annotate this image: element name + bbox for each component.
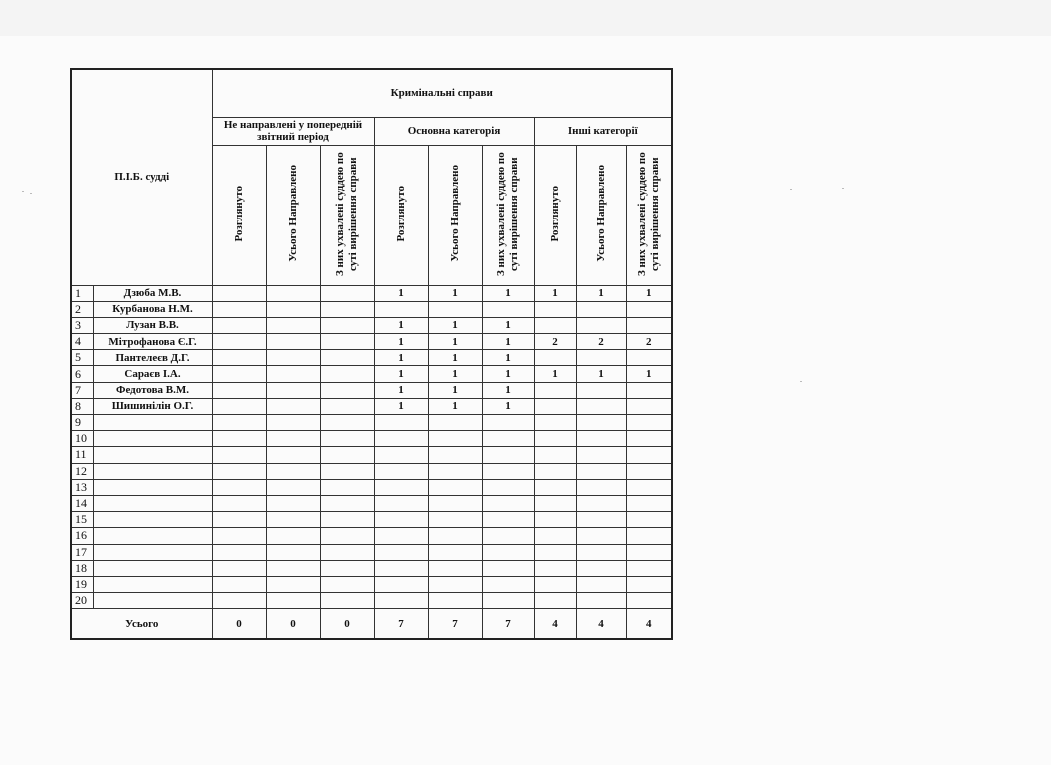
table-cell bbox=[374, 479, 428, 495]
table-row bbox=[71, 301, 672, 317]
judge-name: Дзюба М.В. bbox=[93, 285, 212, 301]
total-cell: 7 bbox=[374, 609, 428, 639]
total-cell: 0 bbox=[266, 609, 320, 639]
row-number: 19 bbox=[71, 576, 93, 592]
table-cell: 1 bbox=[576, 366, 626, 382]
table-cell bbox=[212, 479, 266, 495]
table-row bbox=[71, 544, 672, 560]
subcol-reviewed bbox=[534, 145, 576, 285]
table-cell: 1 bbox=[374, 398, 428, 414]
table-cell: 2 bbox=[576, 334, 626, 350]
table-cell bbox=[626, 495, 672, 511]
table-cell bbox=[576, 560, 626, 576]
table-row bbox=[71, 463, 672, 479]
table-cell bbox=[212, 301, 266, 317]
group-header-main-category bbox=[374, 117, 534, 145]
table-body bbox=[71, 285, 672, 609]
table-row bbox=[71, 317, 672, 333]
totals-row bbox=[71, 609, 672, 639]
table-cell bbox=[626, 301, 672, 317]
scan-speck bbox=[800, 381, 802, 382]
table-cell bbox=[482, 576, 534, 592]
row-number: 14 bbox=[71, 495, 93, 511]
table-cell bbox=[534, 447, 576, 463]
table-cell bbox=[576, 415, 626, 431]
table-cell bbox=[374, 415, 428, 431]
table-row bbox=[71, 512, 672, 528]
table-row bbox=[71, 495, 672, 511]
row-number: 12 bbox=[71, 463, 93, 479]
row-number: 2 bbox=[71, 301, 93, 317]
table-cell: 1 bbox=[374, 334, 428, 350]
table-row bbox=[71, 350, 672, 366]
table-cell bbox=[266, 576, 320, 592]
subcol-label: Усього Направлено bbox=[286, 165, 299, 262]
table-cell bbox=[266, 431, 320, 447]
table-cell bbox=[534, 495, 576, 511]
table-cell bbox=[374, 528, 428, 544]
table-cell bbox=[320, 528, 374, 544]
row-number: 18 bbox=[71, 560, 93, 576]
subcol-label: З них ухвалені суддею по суті вирішення справи bbox=[334, 151, 359, 276]
table-cell bbox=[212, 285, 266, 301]
table-cell bbox=[626, 576, 672, 592]
table-cell: 1 bbox=[482, 398, 534, 414]
table-cell bbox=[320, 415, 374, 431]
table-cell bbox=[266, 560, 320, 576]
table-cell: 2 bbox=[626, 334, 672, 350]
table-cell bbox=[320, 398, 374, 414]
row-number: 9 bbox=[71, 415, 93, 431]
table-cell bbox=[482, 544, 534, 560]
table-cell bbox=[626, 415, 672, 431]
row-number: 16 bbox=[71, 528, 93, 544]
table-cell bbox=[576, 350, 626, 366]
table-cell bbox=[576, 431, 626, 447]
table-row bbox=[71, 576, 672, 592]
table-cell bbox=[212, 317, 266, 333]
judge-name bbox=[93, 512, 212, 528]
table-cell: 1 bbox=[428, 398, 482, 414]
row-number: 17 bbox=[71, 544, 93, 560]
table-cell bbox=[374, 576, 428, 592]
table-cell bbox=[212, 576, 266, 592]
table-cell bbox=[534, 544, 576, 560]
table-cell bbox=[576, 528, 626, 544]
table-cell bbox=[626, 479, 672, 495]
judge-name bbox=[93, 528, 212, 544]
table-cell bbox=[428, 479, 482, 495]
table-cell bbox=[212, 593, 266, 609]
table-cell: 1 bbox=[428, 382, 482, 398]
table-cell: 1 bbox=[482, 350, 534, 366]
table-cell: 1 bbox=[482, 382, 534, 398]
table-cell bbox=[482, 431, 534, 447]
table-cell bbox=[576, 317, 626, 333]
table-cell bbox=[320, 463, 374, 479]
table-cell bbox=[576, 512, 626, 528]
row-number: 6 bbox=[71, 366, 93, 382]
table-cell: 1 bbox=[374, 317, 428, 333]
table-cell bbox=[534, 350, 576, 366]
subcol-reviewed bbox=[212, 145, 266, 285]
criminal-cases-report-table bbox=[70, 68, 673, 640]
subcol-decided bbox=[320, 145, 374, 285]
table-cell bbox=[374, 512, 428, 528]
table-row bbox=[71, 560, 672, 576]
table-row bbox=[71, 431, 672, 447]
table-cell bbox=[320, 431, 374, 447]
table-cell bbox=[626, 593, 672, 609]
group-header-not-sent bbox=[212, 117, 374, 145]
row-number: 15 bbox=[71, 512, 93, 528]
table-cell: 1 bbox=[626, 366, 672, 382]
table-cell bbox=[212, 544, 266, 560]
total-cell: 4 bbox=[626, 609, 672, 639]
group-header-other-categories bbox=[534, 117, 672, 145]
table-cell bbox=[626, 512, 672, 528]
table-cell bbox=[534, 593, 576, 609]
table-cell bbox=[320, 334, 374, 350]
table-cell bbox=[428, 431, 482, 447]
table-cell: 1 bbox=[374, 366, 428, 382]
total-cell: 4 bbox=[576, 609, 626, 639]
table-cell bbox=[482, 528, 534, 544]
table-cell bbox=[576, 301, 626, 317]
table-row bbox=[71, 398, 672, 414]
group-header-label: Інші категорії bbox=[567, 125, 638, 137]
table-cell bbox=[266, 366, 320, 382]
table-row bbox=[71, 382, 672, 398]
table-cell bbox=[482, 415, 534, 431]
table-cell bbox=[534, 512, 576, 528]
table-cell bbox=[212, 512, 266, 528]
table-cell bbox=[428, 544, 482, 560]
table-cell bbox=[266, 447, 320, 463]
judge-name-header-label: П.І.Б. судді bbox=[114, 171, 170, 184]
judge-name: Пантелеєв Д.Г. bbox=[93, 350, 212, 366]
row-number: 5 bbox=[71, 350, 93, 366]
subcol-label: Усього Направлено bbox=[448, 165, 461, 262]
table-cell bbox=[428, 560, 482, 576]
table-cell: 1 bbox=[482, 334, 534, 350]
row-number: 7 bbox=[71, 382, 93, 398]
table-row bbox=[71, 447, 672, 463]
table-cell bbox=[212, 350, 266, 366]
table-cell bbox=[320, 495, 374, 511]
judge-name bbox=[93, 463, 212, 479]
judge-name-header bbox=[71, 69, 212, 285]
table-cell bbox=[576, 593, 626, 609]
table-cell bbox=[626, 382, 672, 398]
table-cell bbox=[266, 512, 320, 528]
judge-name bbox=[93, 431, 212, 447]
table-cell bbox=[266, 593, 320, 609]
scan-speck bbox=[790, 189, 792, 190]
table-cell bbox=[576, 544, 626, 560]
table-cell bbox=[212, 382, 266, 398]
table-cell: 1 bbox=[482, 285, 534, 301]
table-cell bbox=[212, 447, 266, 463]
table-cell bbox=[212, 495, 266, 511]
table-cell bbox=[626, 544, 672, 560]
totals-label: Усього bbox=[71, 609, 212, 639]
table-row bbox=[71, 415, 672, 431]
table-cell bbox=[212, 415, 266, 431]
table-cell bbox=[428, 528, 482, 544]
table-row bbox=[71, 479, 672, 495]
total-cell: 0 bbox=[212, 609, 266, 639]
table-cell bbox=[576, 447, 626, 463]
table-cell bbox=[212, 398, 266, 414]
table-cell bbox=[374, 431, 428, 447]
table-cell bbox=[534, 431, 576, 447]
total-cell: 7 bbox=[428, 609, 482, 639]
table-cell bbox=[482, 447, 534, 463]
table-cell: 1 bbox=[626, 285, 672, 301]
table-cell bbox=[212, 366, 266, 382]
table-cell bbox=[534, 528, 576, 544]
table-cell bbox=[482, 479, 534, 495]
row-number: 8 bbox=[71, 398, 93, 414]
table-cell bbox=[428, 512, 482, 528]
subcol-sent-total bbox=[428, 145, 482, 285]
table-cell bbox=[266, 301, 320, 317]
subcol-sent-total bbox=[266, 145, 320, 285]
table-cell bbox=[212, 463, 266, 479]
table-cell bbox=[266, 382, 320, 398]
table-cell: 1 bbox=[482, 366, 534, 382]
table-cell bbox=[626, 398, 672, 414]
table-cell bbox=[482, 593, 534, 609]
scan-speck bbox=[842, 188, 844, 189]
row-number: 4 bbox=[71, 334, 93, 350]
table-cell: 1 bbox=[374, 285, 428, 301]
table-cell: 1 bbox=[428, 334, 482, 350]
total-cell: 4 bbox=[534, 609, 576, 639]
table-cell bbox=[428, 447, 482, 463]
subcol-reviewed bbox=[374, 145, 428, 285]
table-cell bbox=[320, 479, 374, 495]
row-number: 13 bbox=[71, 479, 93, 495]
table-row bbox=[71, 334, 672, 350]
judge-name: Лузан В.В. bbox=[93, 317, 212, 333]
table-cell bbox=[374, 447, 428, 463]
scan-speck bbox=[22, 191, 24, 192]
table-cell bbox=[534, 398, 576, 414]
table-cell bbox=[266, 317, 320, 333]
table-cell bbox=[482, 301, 534, 317]
judge-name bbox=[93, 544, 212, 560]
scan-speck bbox=[30, 193, 32, 194]
row-number: 1 bbox=[71, 285, 93, 301]
total-cell: 0 bbox=[320, 609, 374, 639]
judge-name: Курбанова Н.М. bbox=[93, 301, 212, 317]
table-cell: 1 bbox=[576, 285, 626, 301]
judge-name bbox=[93, 560, 212, 576]
table-cell bbox=[320, 350, 374, 366]
judge-name: Мітрофанова Є.Г. bbox=[93, 334, 212, 350]
table-cell bbox=[626, 463, 672, 479]
table-cell bbox=[320, 512, 374, 528]
table-cell bbox=[428, 301, 482, 317]
table-row bbox=[71, 593, 672, 609]
table-cell: 1 bbox=[428, 317, 482, 333]
table-row bbox=[71, 528, 672, 544]
table-cell bbox=[626, 350, 672, 366]
table-cell bbox=[320, 366, 374, 382]
table-cell bbox=[320, 447, 374, 463]
table-cell bbox=[576, 495, 626, 511]
judge-name bbox=[93, 479, 212, 495]
table-cell bbox=[534, 301, 576, 317]
subcol-decided bbox=[482, 145, 534, 285]
table-cell: 1 bbox=[428, 366, 482, 382]
table-cell bbox=[374, 593, 428, 609]
table-cell bbox=[534, 415, 576, 431]
table-cell bbox=[534, 317, 576, 333]
table-cell bbox=[576, 576, 626, 592]
table-cell bbox=[212, 560, 266, 576]
table-cell bbox=[482, 495, 534, 511]
table-cell bbox=[374, 301, 428, 317]
table-cell bbox=[428, 593, 482, 609]
table-cell bbox=[266, 334, 320, 350]
table-cell bbox=[576, 382, 626, 398]
table-cell bbox=[626, 528, 672, 544]
judge-name: Шишинілін О.Г. bbox=[93, 398, 212, 414]
table-cell: 1 bbox=[374, 350, 428, 366]
table-cell bbox=[576, 463, 626, 479]
table-cell bbox=[534, 479, 576, 495]
subcol-label: Розглянуто bbox=[394, 185, 407, 242]
table-cell: 1 bbox=[428, 350, 482, 366]
section-title-label: Кримінальні справи bbox=[390, 87, 493, 100]
table-cell bbox=[482, 560, 534, 576]
table-cell bbox=[576, 398, 626, 414]
table-cell bbox=[534, 560, 576, 576]
subcol-sent-total bbox=[576, 145, 626, 285]
table-cell bbox=[428, 415, 482, 431]
table-cell bbox=[320, 382, 374, 398]
row-number: 3 bbox=[71, 317, 93, 333]
table-cell: 1 bbox=[428, 285, 482, 301]
subcol-decided bbox=[626, 145, 672, 285]
table-cell: 1 bbox=[374, 382, 428, 398]
table-cell bbox=[212, 334, 266, 350]
table-cell bbox=[374, 544, 428, 560]
table-cell bbox=[320, 576, 374, 592]
group-header-label: Основна категорія bbox=[407, 125, 501, 137]
table-cell bbox=[320, 560, 374, 576]
row-number: 20 bbox=[71, 593, 93, 609]
subcol-label: Усього Направлено bbox=[594, 165, 607, 262]
judge-name: Сараєв І.А. bbox=[93, 366, 212, 382]
table-cell bbox=[266, 415, 320, 431]
judge-name bbox=[93, 495, 212, 511]
table-cell bbox=[626, 317, 672, 333]
table-cell bbox=[428, 576, 482, 592]
subcol-label: Розглянуто bbox=[232, 185, 245, 242]
judge-name bbox=[93, 593, 212, 609]
table-cell bbox=[576, 479, 626, 495]
table-cell bbox=[320, 317, 374, 333]
table-cell bbox=[482, 463, 534, 479]
table-cell bbox=[320, 285, 374, 301]
table-cell bbox=[534, 382, 576, 398]
group-header-label: Не направлені у попередній звітний період bbox=[223, 119, 363, 143]
judge-name bbox=[93, 447, 212, 463]
table-cell: 1 bbox=[534, 366, 576, 382]
table-cell bbox=[320, 301, 374, 317]
subcol-label: Розглянуто bbox=[548, 185, 561, 242]
section-title bbox=[212, 69, 672, 117]
row-number: 11 bbox=[71, 447, 93, 463]
table-cell bbox=[374, 495, 428, 511]
subcol-label: З них ухвалені суддею по суті вирішення справи bbox=[495, 151, 520, 276]
table-cell: 1 bbox=[482, 317, 534, 333]
table-cell bbox=[266, 479, 320, 495]
judge-name: Федотова В.М. bbox=[93, 382, 212, 398]
table-cell bbox=[534, 576, 576, 592]
table-row bbox=[71, 285, 672, 301]
table-cell: 1 bbox=[534, 285, 576, 301]
total-cell: 7 bbox=[482, 609, 534, 639]
subcol-label: З них ухвалені суддею по суті вирішення справи bbox=[635, 151, 661, 276]
table-cell bbox=[212, 431, 266, 447]
table-cell bbox=[266, 495, 320, 511]
table-cell bbox=[626, 431, 672, 447]
table-cell bbox=[428, 495, 482, 511]
table-cell bbox=[212, 528, 266, 544]
table-cell bbox=[626, 560, 672, 576]
row-number: 10 bbox=[71, 431, 93, 447]
table-cell bbox=[266, 285, 320, 301]
table-cell bbox=[320, 544, 374, 560]
table-cell bbox=[482, 512, 534, 528]
table-cell bbox=[266, 544, 320, 560]
judge-name bbox=[93, 576, 212, 592]
table-cell bbox=[374, 463, 428, 479]
table-cell bbox=[320, 593, 374, 609]
table-cell bbox=[626, 447, 672, 463]
table-cell bbox=[534, 463, 576, 479]
judge-name bbox=[93, 415, 212, 431]
table-cell bbox=[266, 398, 320, 414]
table-cell bbox=[266, 350, 320, 366]
table-cell bbox=[266, 463, 320, 479]
table-cell: 2 bbox=[534, 334, 576, 350]
table-cell bbox=[374, 560, 428, 576]
table-cell bbox=[428, 463, 482, 479]
table-cell bbox=[266, 528, 320, 544]
table-row bbox=[71, 366, 672, 382]
